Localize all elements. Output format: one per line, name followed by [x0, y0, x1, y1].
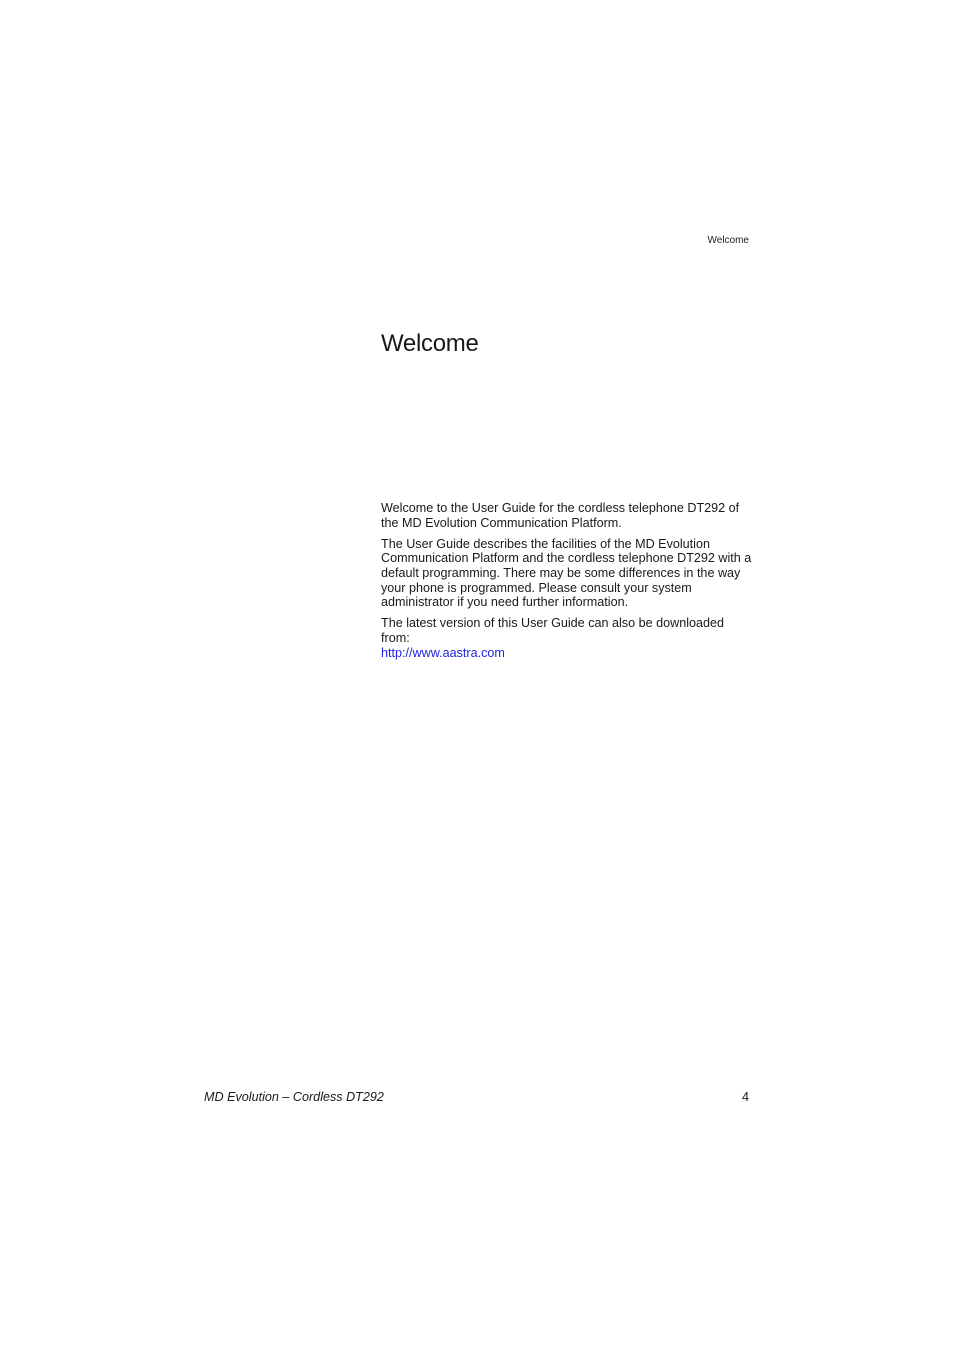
aastra-link[interactable]: http://www.aastra.com [381, 645, 505, 660]
download-paragraph [381, 616, 753, 660]
description-paragraph: The User Guide describes the facilities of the MD Evolution Communication Platform and the cordless telephone DT292 with a default programming. There may be some differences in the way your phone is programmed. Please consult your system administrator if you need further information. [381, 536, 752, 610]
download-text: The latest version of this User Guide can also be downloaded from: [381, 616, 725, 645]
footer-product: MD Evolution – Cordless DT292 [204, 1090, 384, 1104]
chapter-title: Welcome [381, 330, 479, 357]
body-text [381, 501, 753, 667]
intro-paragraph: Welcome to the User Guide for the cordless telephone DT292 of the MD Evolution Communication Platform. [381, 501, 740, 530]
page-number: 4 [741, 1090, 749, 1104]
running-header: Welcome [707, 235, 749, 246]
